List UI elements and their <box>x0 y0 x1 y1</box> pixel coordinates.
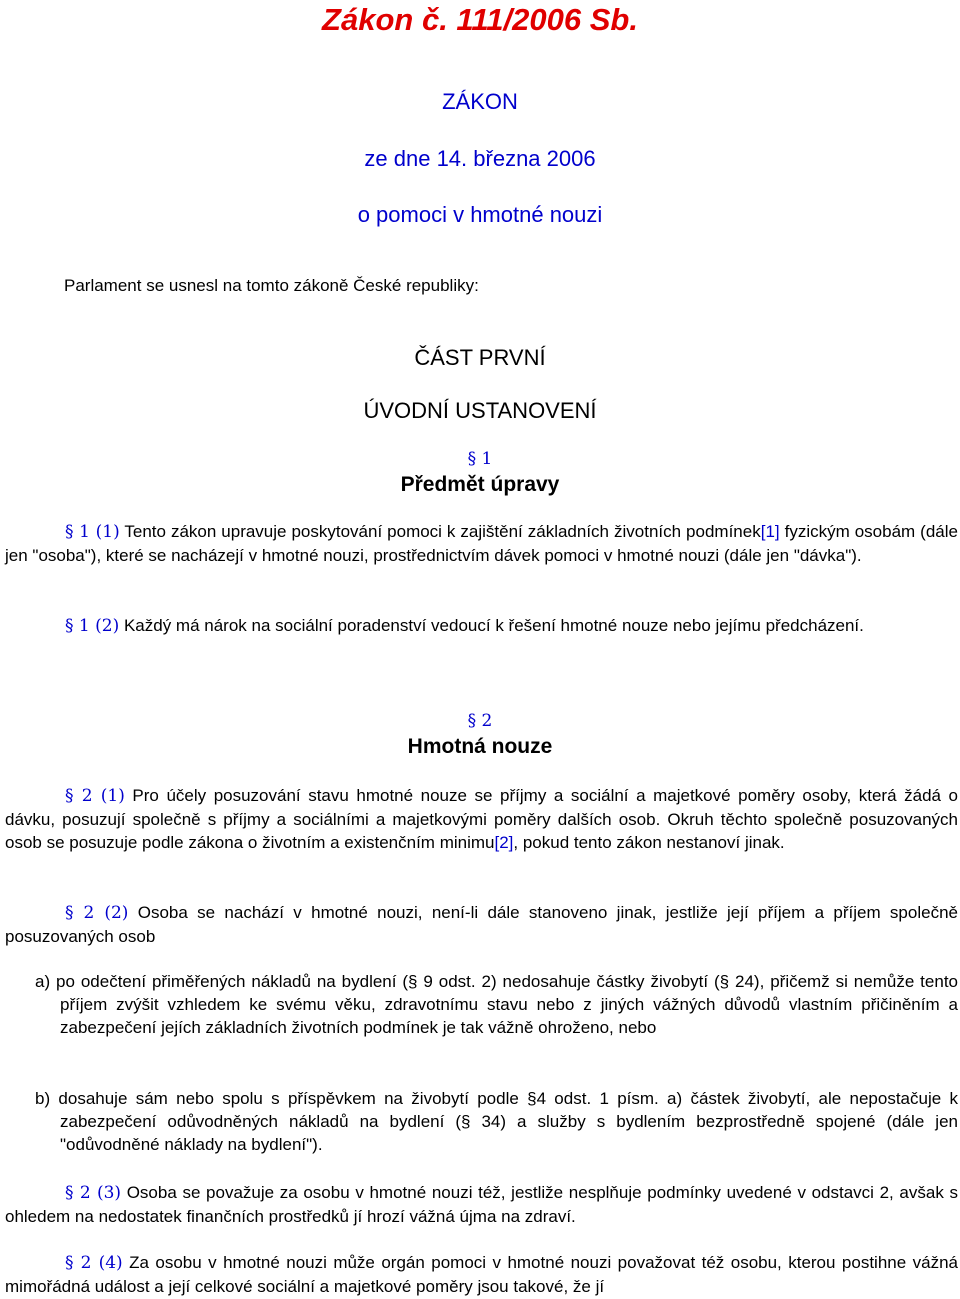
list-item-a: a) po odečtení přiměřených nákladů na bydlení (§ 9 odst. 2) nedosahuje částky živobytí (§ 24), přičemž si nemůže tento příjem zvýšit vzhledem ke svému věku, zdravotnímu stavu nebo z jiných vážných důvodů vlastním přičiněním a zabezpečení jejích základních životních podmínek je tak vážně ohroženo, nebo <box>35 972 958 1037</box>
heading-subject: o pomoci v hmotné nouzi <box>357 202 603 227</box>
heading-date: ze dne 14. března 2006 <box>364 146 596 171</box>
paragraph-text: Tento zákon upravuje poskytování pomoci k zajištění základních životních podmínek <box>119 522 761 541</box>
list-item-b: b) dosahuje sám nebo spolu s příspěvkem na živobytí podle §4 odst. 1 písm. a) částek živobytí, ale nepostačuje k zabezpečení odůvodněných nákladů na bydlení (§ 34) a služby s bydlením bezprostředně spojené (dále jen "odůvodněné náklady na bydlení"). <box>35 1089 958 1154</box>
paragraph-2-1 <box>5 784 958 854</box>
paragraph-text: , pokud tento zákon nestanoví jinak. <box>513 833 785 852</box>
paragraph-text: Za osobu v hmotné nouzi může orgán pomoci v hmotné nouzi považovat též osobu, kterou postihne vážná mimořádná událost a její celkové sociální a majetkové poměry jsou takové, že jí <box>5 1253 958 1296</box>
paragraph-text: Osoba se nachází v hmotné nouzi, není-li dále stanoveno jinak, jestliže její příjem a příjem společně posuzovaných osob <box>5 903 958 946</box>
paragraph-ref: § 2 (3) <box>65 1183 122 1203</box>
paragraph-1-2 <box>5 614 958 638</box>
preamble: Parlament se usnesl na tomto zákoně České republiky: <box>64 276 479 295</box>
paragraph-text: Každý má nárok na sociální poradenství vedoucí k řešení hmotné nouze nebo jejímu předcházení. <box>119 616 864 635</box>
section-2-mark-text: § 2 <box>467 711 493 731</box>
paragraph-ref: § 2 (1) <box>65 786 125 806</box>
paragraph-1-1 <box>5 520 958 567</box>
footnote-link-1[interactable]: [1] <box>760 522 780 541</box>
paragraph-2-4 <box>5 1251 958 1298</box>
section-1-title: Předmět úpravy <box>400 473 560 496</box>
paragraph-text: Pro účely posuzování stavu hmotné nouze se příjmy a sociální a majetkové poměry osoby, která žádá o dávku, posuzují společně s příjmy a sociálními a majetkovými poměry dalších osob. Okruh těchto společně posuzovaných osob se posuzuje podle zákona o životním a existenčním minimu <box>5 786 958 852</box>
paragraph-2-2 <box>5 901 958 948</box>
paragraph-ref: § 1 (2) <box>65 616 120 636</box>
document-title: Zákon č. 111/2006 Sb. <box>322 2 638 37</box>
section-1-mark-text: § 1 <box>467 449 493 469</box>
heading-law: ZÁKON <box>442 89 518 114</box>
paragraph-text: Osoba se považuje za osobu v hmotné nouzi též, jestliže nesplňuje podmínky uvedené v odstavci 2, avšak s ohledem na nedostatek finančních prostředků jí hrozí vážná újma na zdraví. <box>5 1183 958 1226</box>
part-number: ČÁST PRVNÍ <box>414 345 546 370</box>
paragraph-ref: § 2 (2) <box>65 903 129 923</box>
paragraph-ref: § 1 (1) <box>65 522 120 542</box>
section-1-mark <box>0 447 960 471</box>
footnote-link-2[interactable]: [2] <box>494 833 514 852</box>
paragraph-2-3 <box>5 1181 958 1228</box>
section-2-title: Hmotná nouze <box>407 735 553 758</box>
paragraph-text: fyzickým osobám (dále jen "osoba"), které se nacházejí v hmotné nouzi, prostřednictvím dávek pomoci v hmotné nouzi (dále jen "dávka"). <box>5 522 958 565</box>
section-2-mark <box>0 709 960 733</box>
part-title: ÚVODNÍ USTANOVENÍ <box>363 398 597 423</box>
paragraph-ref: § 2 (4) <box>65 1253 123 1273</box>
